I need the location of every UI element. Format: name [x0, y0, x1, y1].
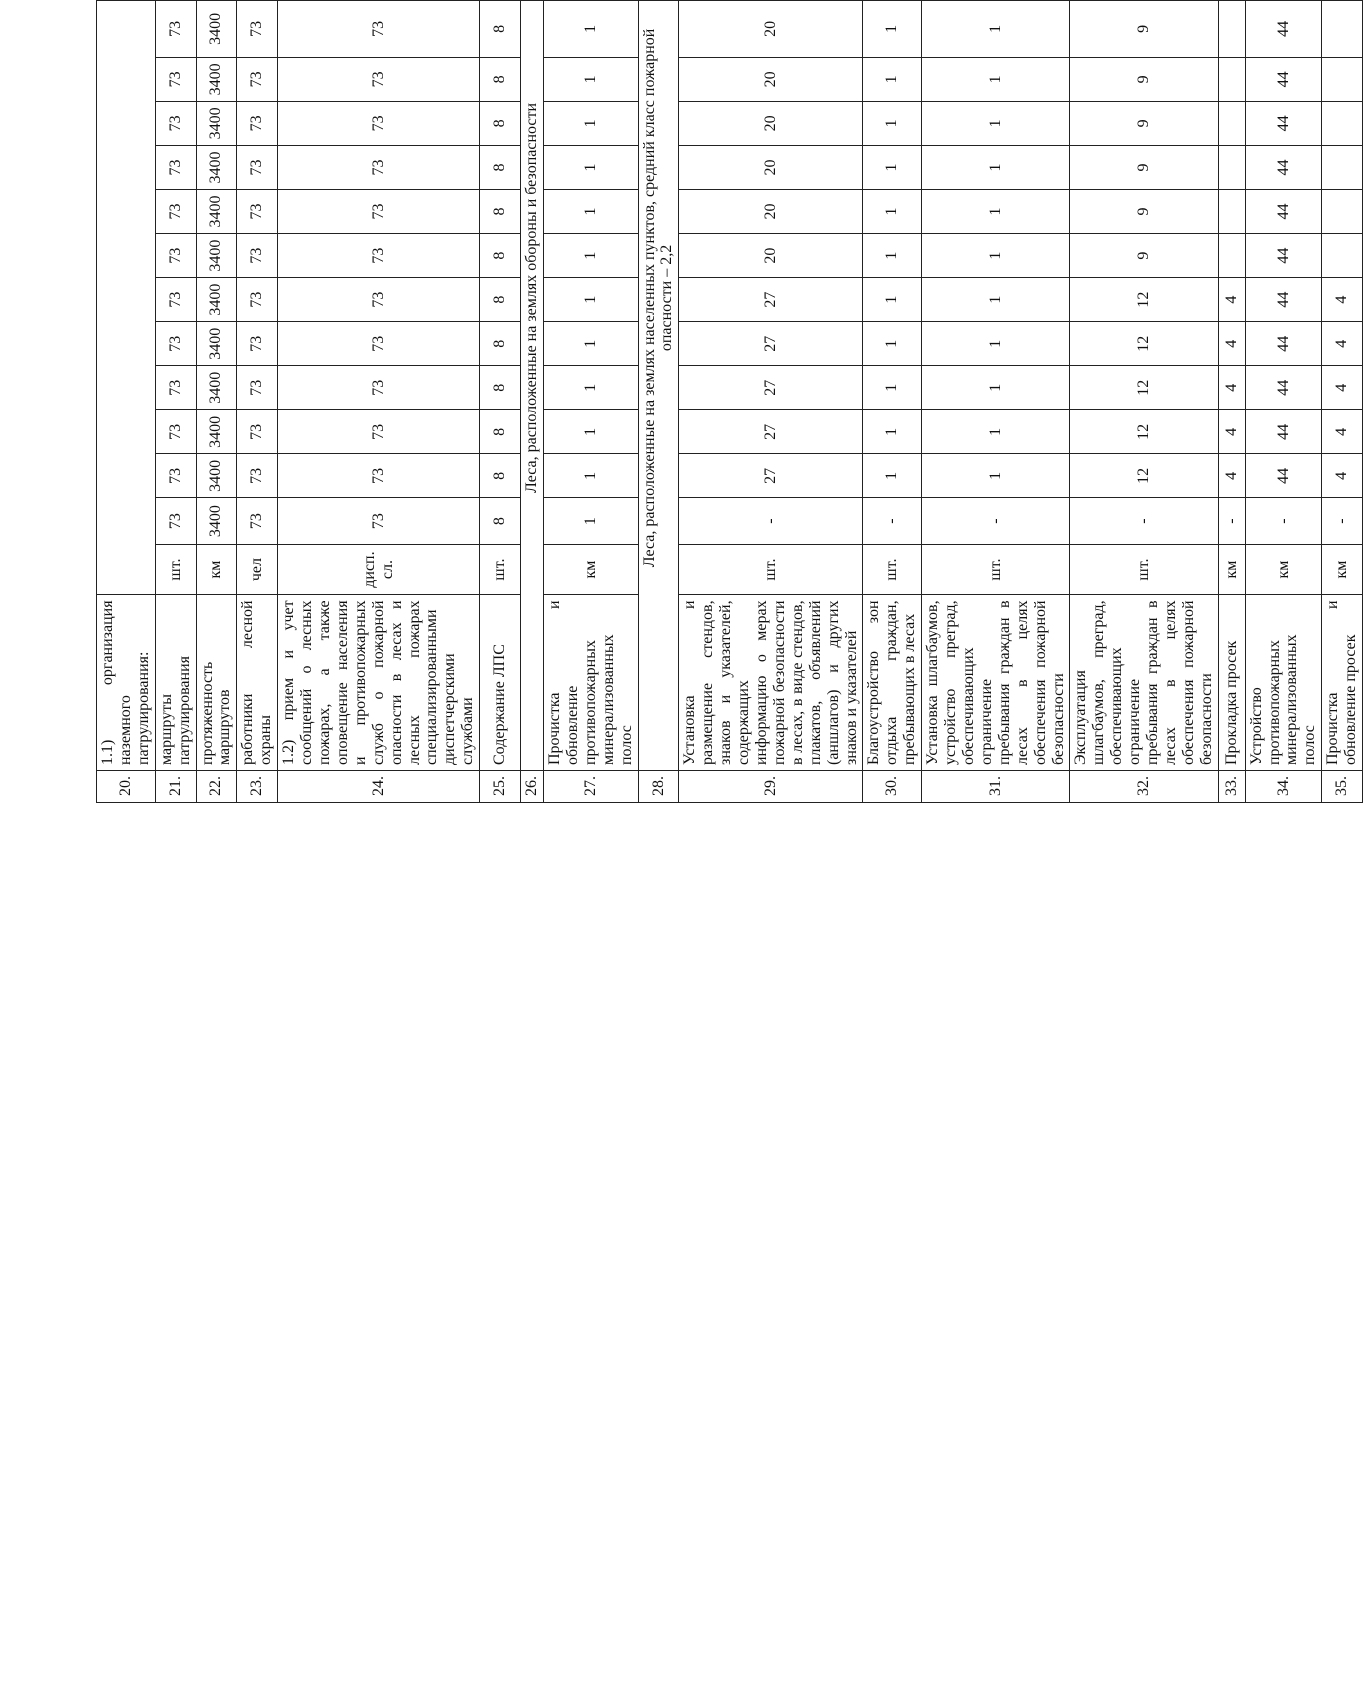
year-value-cell: 20: [679, 101, 863, 145]
year-value-cell: 1: [922, 190, 1070, 234]
unit-cell: км: [1322, 544, 1363, 595]
year-value-cell: 1: [922, 454, 1070, 498]
year-value-cell: 73: [155, 145, 196, 189]
table-row: [1070, 1, 1218, 803]
year-value-cell: 8: [480, 454, 521, 498]
year-value-cell: [1218, 190, 1245, 234]
row-name: Прочистка и обновление противопожарных минерализованных полос: [544, 595, 639, 771]
row-name: Эксплуатация шлагбаумов, преград, обеспечивающих ограничение пребывания граждан в лесах в целях обеспечения пожарной безопасности: [1070, 595, 1218, 771]
total-value-cell: 1: [544, 1, 639, 58]
table-row: [196, 1, 237, 803]
year-value-cell: 4: [1322, 278, 1363, 322]
year-value-cell: 44: [1245, 366, 1322, 410]
year-value-cell: 27: [679, 278, 863, 322]
row-number: 26.: [521, 771, 544, 803]
year-value-cell: 1: [863, 454, 922, 498]
year-value-cell: 73: [237, 234, 278, 278]
total-value-cell: 20: [679, 1, 863, 58]
year-value-cell: [1218, 234, 1245, 278]
year-value-cell: 4: [1322, 410, 1363, 454]
year-value-cell: 73: [278, 145, 480, 189]
year-value-cell: 9: [1070, 190, 1218, 234]
year-value-cell: [1322, 234, 1363, 278]
section-title: Леса, расположенные на землях обороны и безопасности: [521, 1, 544, 595]
year-value-cell: 12: [1070, 366, 1218, 410]
year-value-cell: [1218, 145, 1245, 189]
year-value-cell: 1: [922, 57, 1070, 101]
table-body: [97, 1, 1363, 803]
table-row: [679, 1, 863, 803]
row-name: Прочистка и обновление просек: [1322, 595, 1363, 771]
row-name: Прокладка просек: [1218, 595, 1245, 771]
year-value-cell: 3400: [196, 410, 237, 454]
base-value-cell: -: [1245, 498, 1322, 544]
year-value-cell: 73: [155, 278, 196, 322]
year-value-cell: 73: [155, 410, 196, 454]
base-value-cell: -: [679, 498, 863, 544]
year-value-cell: 1: [922, 410, 1070, 454]
year-value-cell: 27: [679, 322, 863, 366]
year-value-cell: 12: [1070, 322, 1218, 366]
year-value-cell: 44: [1245, 101, 1322, 145]
unit-cell: шт.: [679, 544, 863, 595]
year-value-cell: 1: [863, 101, 922, 145]
year-value-cell: 73: [155, 101, 196, 145]
table-row: [278, 1, 480, 803]
year-value-cell: 1: [922, 278, 1070, 322]
year-value-cell: 1: [544, 278, 639, 322]
year-value-cell: 1: [922, 322, 1070, 366]
year-value-cell: 1: [863, 278, 922, 322]
unit-cell: шт.: [155, 544, 196, 595]
year-value-cell: 73: [237, 322, 278, 366]
row-name: 1.1) организация наземного патрулирования:: [97, 595, 156, 771]
base-value-cell: -: [1322, 498, 1363, 544]
year-value-cell: 12: [1070, 278, 1218, 322]
row-number: 31.: [922, 771, 1070, 803]
year-value-cell: 3400: [196, 454, 237, 498]
year-value-cell: 44: [1245, 190, 1322, 234]
unit-cell: шт.: [1070, 544, 1218, 595]
empty-cell: [97, 1, 156, 595]
total-value-cell: 8: [480, 1, 521, 58]
row-number: 25.: [480, 771, 521, 803]
year-value-cell: 1: [544, 322, 639, 366]
year-value-cell: 3400: [196, 145, 237, 189]
base-value-cell: 8: [480, 498, 521, 544]
table-row: [521, 1, 544, 803]
year-value-cell: 44: [1245, 410, 1322, 454]
year-value-cell: 27: [679, 366, 863, 410]
year-value-cell: 4: [1218, 410, 1245, 454]
year-value-cell: 20: [679, 234, 863, 278]
year-value-cell: 73: [278, 454, 480, 498]
year-value-cell: 4: [1218, 322, 1245, 366]
year-value-cell: 4: [1218, 278, 1245, 322]
total-value-cell: 73: [278, 1, 480, 58]
base-value-cell: 3400: [196, 498, 237, 544]
row-number: 34.: [1245, 771, 1322, 803]
row-number: 24.: [278, 771, 480, 803]
year-value-cell: 4: [1322, 454, 1363, 498]
table-row: [1322, 1, 1363, 803]
unit-cell: дисп. сл.: [278, 544, 480, 595]
table-row: [237, 1, 278, 803]
unit-cell: чел: [237, 544, 278, 595]
year-value-cell: 73: [237, 366, 278, 410]
row-name: Устройство противопожарных минерализованных полос: [1245, 595, 1322, 771]
year-value-cell: 3400: [196, 322, 237, 366]
year-value-cell: 3400: [196, 57, 237, 101]
year-value-cell: 8: [480, 234, 521, 278]
year-value-cell: 3400: [196, 101, 237, 145]
year-value-cell: 1: [863, 322, 922, 366]
year-value-cell: 1: [544, 366, 639, 410]
row-number: 35.: [1322, 771, 1363, 803]
unit-cell: шт.: [922, 544, 1070, 595]
year-value-cell: 1: [863, 57, 922, 101]
year-value-cell: 9: [1070, 57, 1218, 101]
base-value-cell: 1: [544, 498, 639, 544]
table-row: [863, 1, 922, 803]
year-value-cell: [1322, 145, 1363, 189]
year-value-cell: 8: [480, 366, 521, 410]
section-title: Леса, расположенные на землях населенных пунктов, средний класс пожарной опасности – 2,2: [638, 1, 679, 595]
year-value-cell: 73: [237, 101, 278, 145]
total-value-cell: 1: [863, 1, 922, 58]
row-name: 1.2) прием и учет сообщений о лесных пожарах, а также оповещение населения и противопожарных служб о пожарной опасности в лесах и лесных пожарах специализированными диспетчерскими службами: [278, 595, 480, 771]
year-value-cell: 73: [278, 410, 480, 454]
year-value-cell: 8: [480, 101, 521, 145]
total-value-cell: 1: [922, 1, 1070, 58]
row-name: Благоустройство зон отдыха граждан, пребывающих в лесах: [863, 595, 922, 771]
year-value-cell: 73: [155, 366, 196, 410]
row-number: 32.: [1070, 771, 1218, 803]
year-value-cell: 8: [480, 190, 521, 234]
year-value-cell: 1: [544, 234, 639, 278]
base-value-cell: 73: [237, 498, 278, 544]
table-row: [1245, 1, 1322, 803]
base-value-cell: -: [863, 498, 922, 544]
fire-safety-measures-table: [96, 0, 1363, 803]
year-value-cell: 9: [1070, 145, 1218, 189]
row-number: 20.: [97, 771, 156, 803]
year-value-cell: 73: [237, 278, 278, 322]
total-value-cell: 9: [1070, 1, 1218, 58]
year-value-cell: 73: [155, 454, 196, 498]
year-value-cell: 27: [679, 410, 863, 454]
year-value-cell: 20: [679, 145, 863, 189]
year-value-cell: 1: [544, 410, 639, 454]
total-value-cell: [1322, 1, 1363, 58]
year-value-cell: 44: [1245, 454, 1322, 498]
year-value-cell: 3400: [196, 190, 237, 234]
row-name: Установка шлагбаумов, устройство преград, обеспечивающих ограничение пребывания граждан в лесах в целях обеспечения пожарной безопасности: [922, 595, 1070, 771]
unit-cell: км: [544, 544, 639, 595]
year-value-cell: 1: [922, 366, 1070, 410]
year-value-cell: 8: [480, 145, 521, 189]
year-value-cell: 20: [679, 190, 863, 234]
year-value-cell: [1218, 101, 1245, 145]
year-value-cell: 73: [155, 190, 196, 234]
year-value-cell: 4: [1322, 366, 1363, 410]
year-value-cell: 1: [863, 145, 922, 189]
unit-cell: км: [196, 544, 237, 595]
year-value-cell: 1: [544, 190, 639, 234]
unit-cell: шт.: [863, 544, 922, 595]
year-value-cell: 1: [922, 145, 1070, 189]
table-row: [922, 1, 1070, 803]
year-value-cell: [1322, 101, 1363, 145]
empty-cell: [521, 595, 544, 771]
total-value-cell: 3400: [196, 1, 237, 58]
year-value-cell: 4: [1322, 322, 1363, 366]
row-number: 28.: [638, 771, 679, 803]
total-value-cell: 44: [1245, 1, 1322, 58]
total-value-cell: 73: [155, 1, 196, 58]
base-value-cell: -: [1218, 498, 1245, 544]
year-value-cell: 73: [278, 322, 480, 366]
year-value-cell: [1218, 57, 1245, 101]
row-name: протяженность маршрутов: [196, 595, 237, 771]
year-value-cell: 12: [1070, 454, 1218, 498]
row-name: работники лесной охраны: [237, 595, 278, 771]
row-number: 27.: [544, 771, 639, 803]
row-name: маршруты патрулирования: [155, 595, 196, 771]
empty-cell: [638, 595, 679, 771]
row-number: 30.: [863, 771, 922, 803]
year-value-cell: 44: [1245, 145, 1322, 189]
year-value-cell: 44: [1245, 322, 1322, 366]
year-value-cell: 73: [237, 57, 278, 101]
row-number: 22.: [196, 771, 237, 803]
year-value-cell: 9: [1070, 234, 1218, 278]
year-value-cell: 73: [278, 57, 480, 101]
row-name: Содержание ЛПС: [480, 595, 521, 771]
row-number: 21.: [155, 771, 196, 803]
year-value-cell: 1: [544, 101, 639, 145]
table-row: [544, 1, 639, 803]
year-value-cell: 1: [863, 366, 922, 410]
year-value-cell: 73: [155, 322, 196, 366]
year-value-cell: 73: [155, 57, 196, 101]
year-value-cell: 3400: [196, 234, 237, 278]
year-value-cell: 3400: [196, 366, 237, 410]
row-name: Установка и размещение стендов, знаков и указателей, содержащих информацию о мерах пожарной безопасности в лесах, в виде стендов, плакатов, объявлений (аншлагов) и других знаков и указателей: [679, 595, 863, 771]
year-value-cell: 8: [480, 322, 521, 366]
year-value-cell: 44: [1245, 278, 1322, 322]
year-value-cell: 1: [922, 234, 1070, 278]
base-value-cell: 73: [155, 498, 196, 544]
table-row: [638, 1, 679, 803]
year-value-cell: [1322, 57, 1363, 101]
year-value-cell: 8: [480, 410, 521, 454]
table-row: [97, 1, 156, 803]
year-value-cell: 73: [237, 190, 278, 234]
unit-cell: км: [1218, 544, 1245, 595]
row-number: 23.: [237, 771, 278, 803]
year-value-cell: 73: [278, 101, 480, 145]
year-value-cell: 8: [480, 278, 521, 322]
year-value-cell: 1: [544, 145, 639, 189]
year-value-cell: 9: [1070, 101, 1218, 145]
year-value-cell: 73: [278, 190, 480, 234]
row-number: 29.: [679, 771, 863, 803]
table-row: [1218, 1, 1245, 803]
year-value-cell: 73: [237, 145, 278, 189]
year-value-cell: 44: [1245, 57, 1322, 101]
total-value-cell: 73: [237, 1, 278, 58]
base-value-cell: -: [922, 498, 1070, 544]
base-value-cell: -: [1070, 498, 1218, 544]
year-value-cell: 12: [1070, 410, 1218, 454]
year-value-cell: [1322, 190, 1363, 234]
year-value-cell: 73: [278, 278, 480, 322]
year-value-cell: 73: [278, 234, 480, 278]
year-value-cell: 1: [544, 57, 639, 101]
year-value-cell: 1: [544, 454, 639, 498]
year-value-cell: 73: [237, 454, 278, 498]
year-value-cell: 1: [863, 234, 922, 278]
table-row: [155, 1, 196, 803]
year-value-cell: 3400: [196, 278, 237, 322]
total-value-cell: [1218, 1, 1245, 58]
unit-cell: шт.: [480, 544, 521, 595]
unit-cell: км: [1245, 544, 1322, 595]
year-value-cell: 8: [480, 57, 521, 101]
year-value-cell: 73: [237, 410, 278, 454]
year-value-cell: 1: [863, 190, 922, 234]
row-number: 33.: [1218, 771, 1245, 803]
year-value-cell: 73: [278, 366, 480, 410]
year-value-cell: 44: [1245, 234, 1322, 278]
year-value-cell: 73: [155, 234, 196, 278]
year-value-cell: 4: [1218, 454, 1245, 498]
table-row: [480, 1, 521, 803]
year-value-cell: 4: [1218, 366, 1245, 410]
year-value-cell: 1: [922, 101, 1070, 145]
year-value-cell: 27: [679, 454, 863, 498]
year-value-cell: 20: [679, 57, 863, 101]
base-value-cell: 73: [278, 498, 480, 544]
year-value-cell: 1: [863, 410, 922, 454]
